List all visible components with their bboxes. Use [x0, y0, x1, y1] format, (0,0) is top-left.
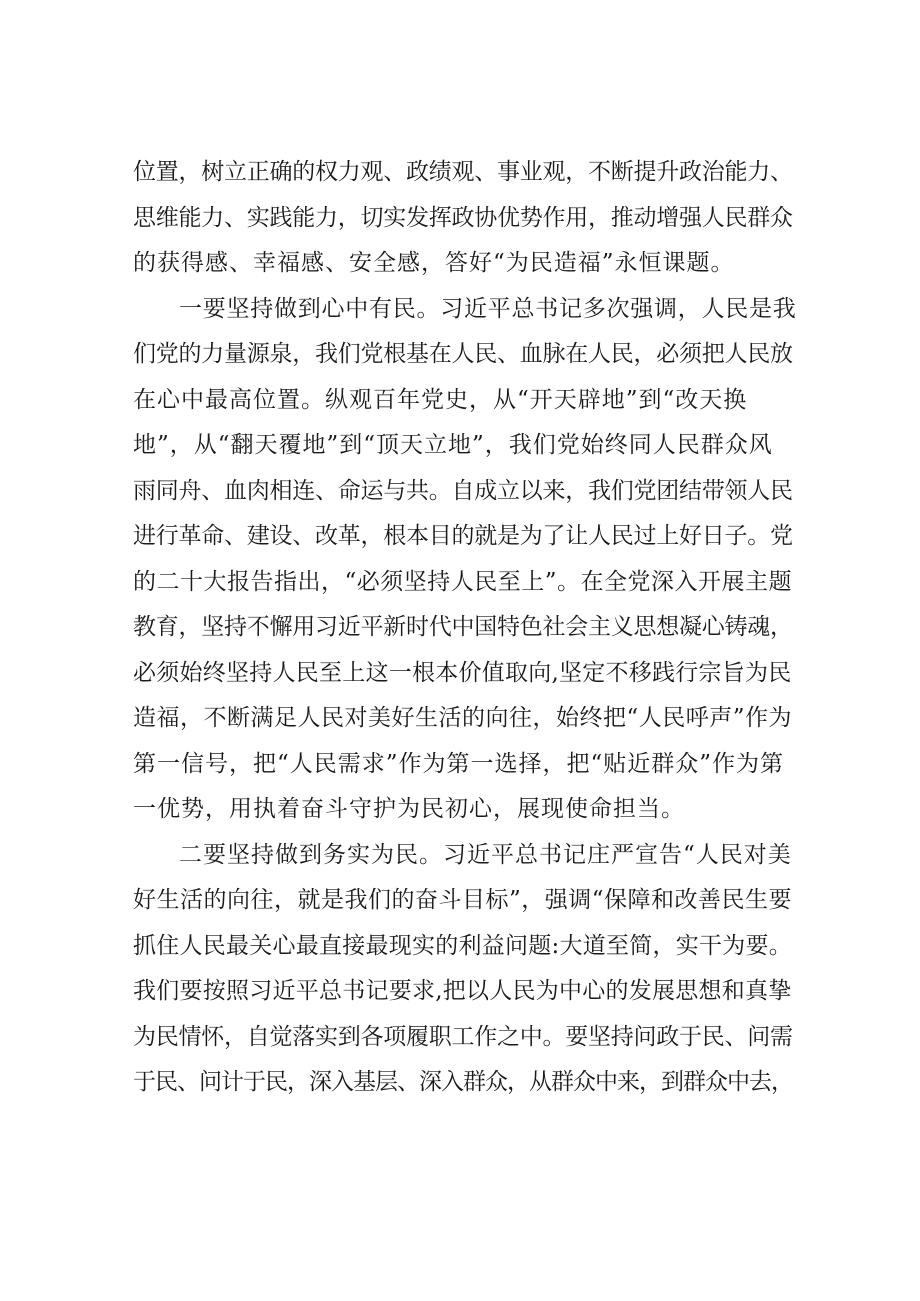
text-line: 好生活的向往，就是我们的奋斗目标”，强调“保障和改善民生要 — [133, 887, 793, 913]
text-line: 的获得感、幸福感、安全感，答好“为民造福”永恒课题。 — [133, 250, 735, 276]
text-line: 造福，不断满足人民对美好生活的向往，始终把“人民呼声”作为 — [133, 705, 793, 731]
text-line: 们党的力量源泉，我们党根基在人民、血脉在人民，必须把人民放 — [133, 341, 793, 367]
text-line: 进行革命、建设、改革，根本目的就是为了让人民过上好日子。党 — [133, 523, 793, 549]
text-line: 一要坚持做到心中有民。习近平总书记多次强调，人民是我 — [179, 295, 797, 322]
text-line: 雨同舟、血肉相连、命运与共。自成立以来，我们党团结带领人民 — [133, 477, 793, 504]
text-line: 抓住人民最关心最直接最现实的利益问题:大道至简，实干为要。 — [133, 932, 792, 959]
text-line: 我们要按照习近平总书记要求,把以人民为中心的发展思想和真挚 — [133, 978, 792, 1004]
text-line: 必须始终坚持人民至上这一根本价值取向,坚定不移践行宗旨为民 — [133, 659, 792, 686]
text-line: 位置，树立正确的权力观、政绩观、事业观，不断提升政治能力、 — [133, 159, 793, 185]
text-line: 教育，坚持不懈用习近平新时代中国特色社会主义思想凝心铸魂， — [133, 614, 793, 640]
text-line: 二要坚持做到务实为民。习近平总书记庄严宣告“人民对美 — [179, 841, 792, 868]
text-line: 思维能力、实践能力，切实发挥政协优势作用，推动增强人民群众 — [133, 204, 793, 231]
document-body — [133, 150, 798, 1106]
text-line: 在心中最高位置。纵观百年党史，从“开天辟地”到“改天换 — [133, 386, 748, 413]
text-line: 的二十大报告指出，“必须坚持人民至上”。在全党深入开展主题 — [133, 568, 793, 595]
text-line: 于民、问计于民，深入基层、深入群众，从群众中来，到群众中去， — [133, 1069, 793, 1095]
text-line: 地”，从“翻天覆地”到“顶天立地”，我们党始终同人民群众风 — [133, 432, 773, 458]
text-line: 第一信号，把“人民需求”作为第一选择，把“贴近群众”作为第 — [133, 750, 785, 777]
text-line: 为民情怀，自觉落实到各项履职工作之中。要坚持问政于民、问需 — [133, 1023, 793, 1050]
text-line: 一优势，用执着奋斗守护为民初心，展现使命担当。 — [133, 796, 685, 822]
